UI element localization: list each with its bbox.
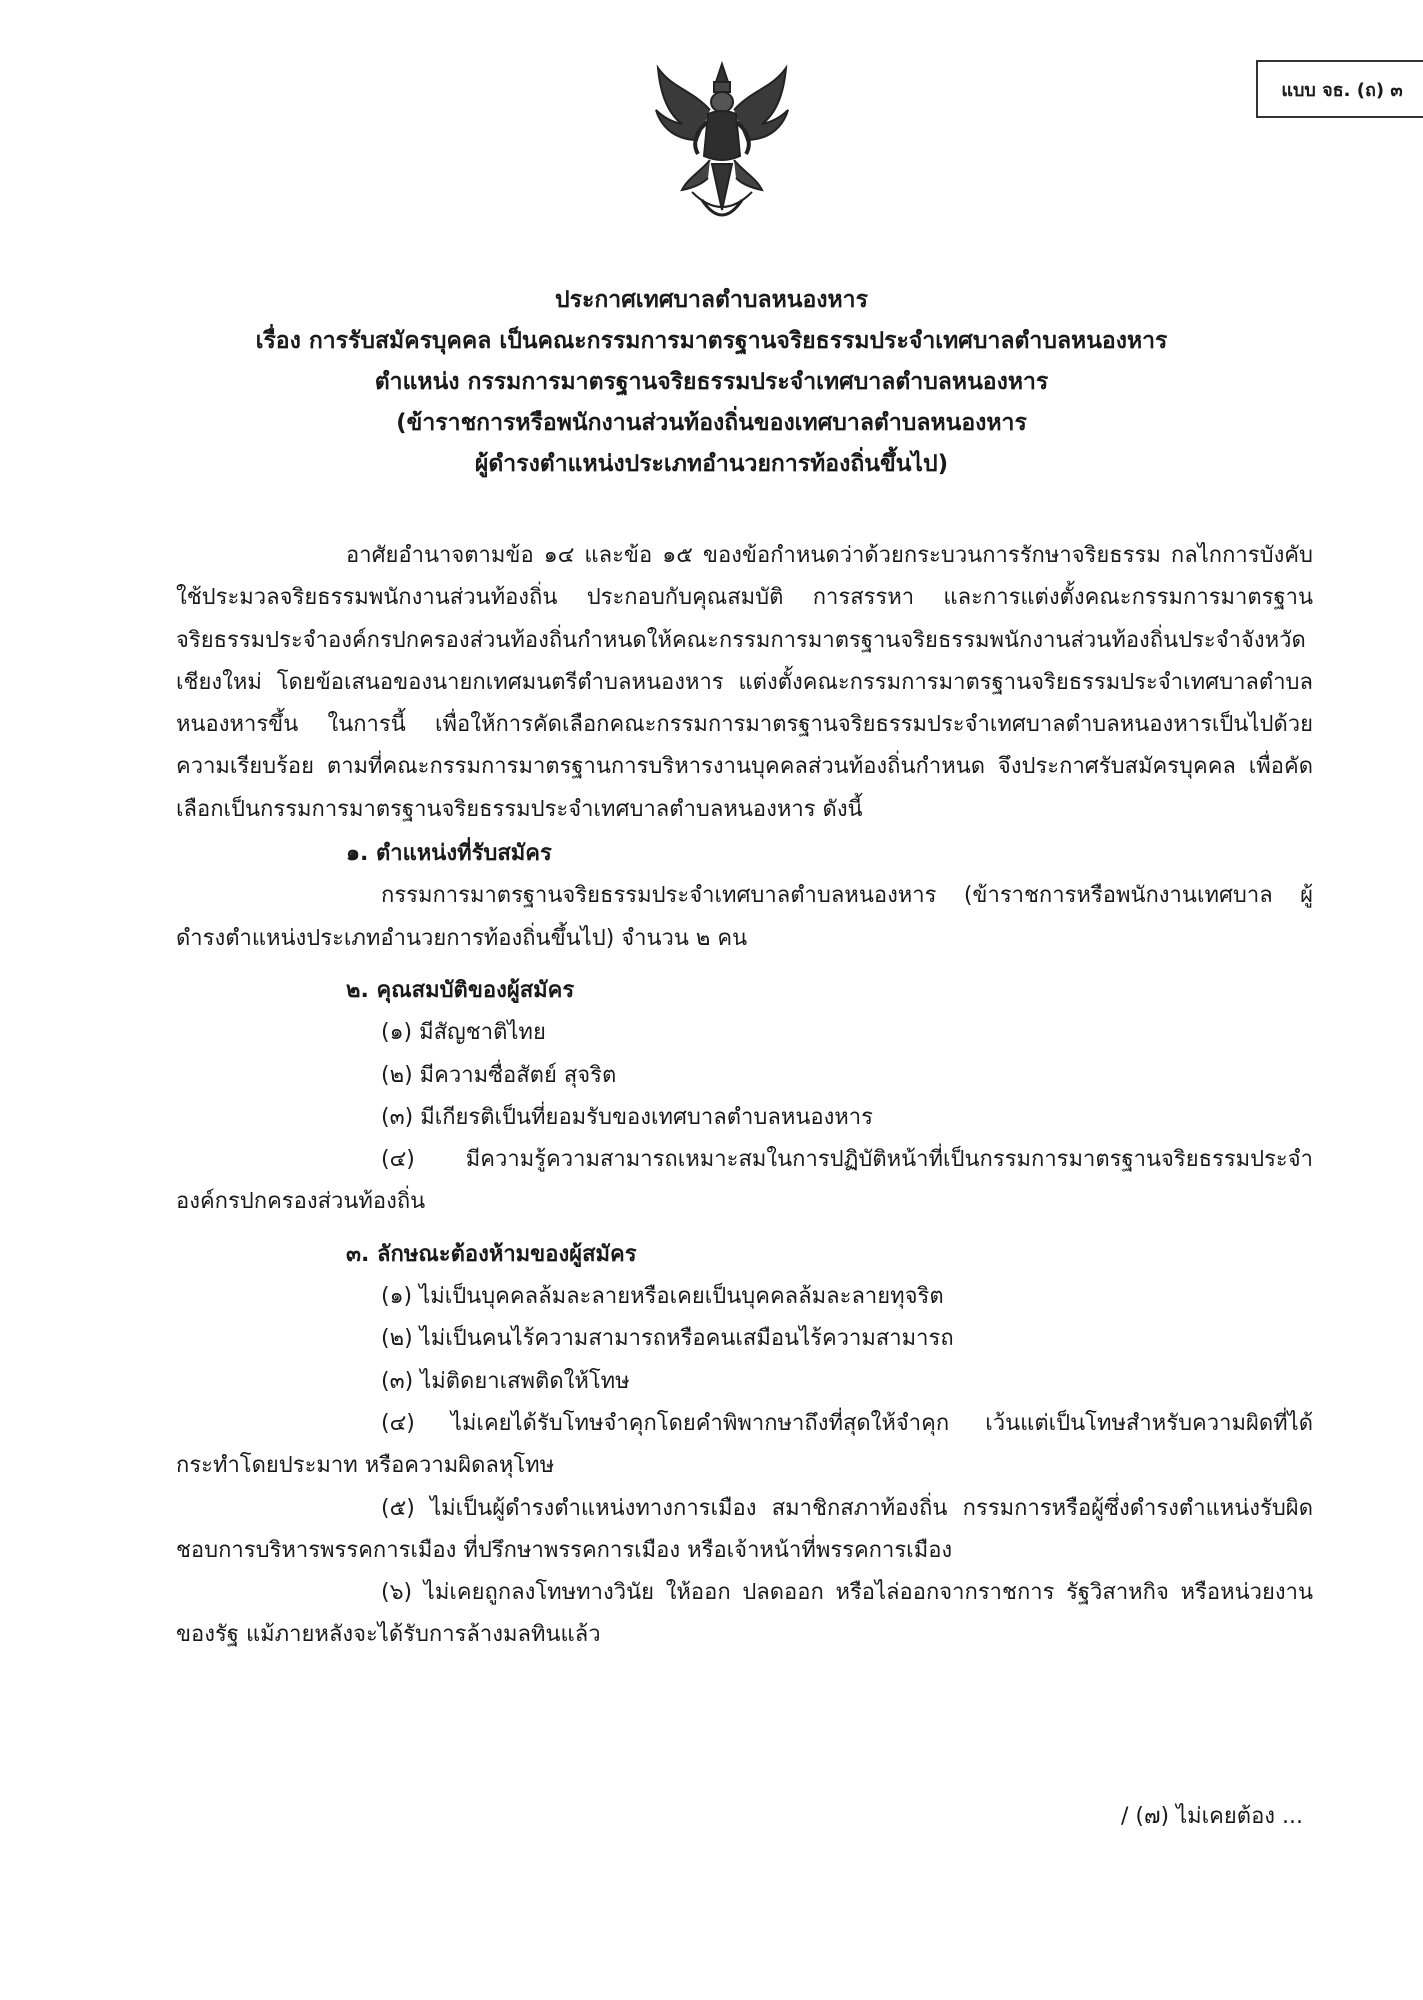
list-item: (๔) ไม่เคยได้รับโทษจำคุกโดยคำพิพากษาถึงที่สุดให้จำคุก เว้นแต่เป็นโทษสำหรับความผิดที่ได้กระทำโดยประมาท หรือความผิดลหุโทษ (176, 1410, 1313, 1479)
list-item: (๕) ไม่เป็นผู้ดำรงตำแหน่งทางการเมือง สมาชิกสภาท้องถิ่น กรรมการหรือผู้ซึ่งดำรงตำแหน่งรับผิดชอบการบริหารพรรคการเมือง ที่ปรึกษาพรรคการเมือง หรือเจ้าหน้าที่พรรคการเมือง (176, 1495, 1313, 1563)
list-item: (๒) มีความซื่อสัตย์ สุจริต (381, 1062, 617, 1088)
list-item: (๑) มีสัญชาติไทย (381, 1020, 546, 1046)
list-item: (๖) ไม่เคยถูกลงโทษทางวินัย ให้ออก ปลดออก หรือไล่ออกจากราชการ รัฐวิสาหกิจ หรือหน่วยงานของรัฐ แม้ภายหลังจะได้รับการล้างมลทินแล้ว (176, 1580, 1313, 1648)
header-line-2: เรื่อง การรับสมัครบุคคล เป็นคณะกรรมการมาตรฐานจริยธรรมประจำเทศบาลตำบลหนองหาร (255, 328, 1168, 354)
header-line-3: ตำแหน่ง กรรมการมาตรฐานจริยธรรมประจำเทศบาลตำบลหนองหาร (374, 369, 1049, 395)
form-code-box: แบบ จธ. (ถ) ๓ (1256, 60, 1423, 118)
section-1-text: กรรมการมาตรฐานจริยธรรมประจำเทศบาลตำบลหนองหาร (ข้าราชการหรือพนักงานเทศบาล ผู้ดำรงตำแหน่งประเภทอำนวยการท้องถิ่นขึ้นไป) จำนวน ๒ คน (176, 883, 1313, 951)
announcement-body (176, 535, 1313, 1657)
list-item: (๒) ไม่เป็นคนไร้ความสามารถหรือคนเสมือนไร้ความสามารถ (381, 1326, 954, 1352)
header-line-4: (ข้าราชการหรือพนักงานส่วนท้องถิ่นของเทศบาลตำบลหนองหาร (396, 410, 1027, 436)
header-line-1: ประกาศเทศบาลตำบลหนองหาร (555, 287, 868, 313)
list-item: (๑) ไม่เป็นบุคคลล้มละลายหรือเคยเป็นบุคคลล้มละลายทุจริต (381, 1284, 944, 1310)
intro-paragraph (176, 535, 1313, 831)
garuda-emblem-icon (652, 60, 792, 230)
intro-text: อาศัยอำนาจตามข้อ ๑๔ และข้อ ๑๕ ของข้อกำหนดว่าด้วยกระบวนการรักษาจริยธรรม กลไกการบังคับใช้ประมวลจริยธรรมพนักงานส่วนท้องถิ่น ประกอบกับคุณสมบัติ การสรรหา และการแต่งตั้งคณะกรรมการมาตรฐานจริยธรรมประจำองค์กรปกครองส่วนท้องถิ่นกำหนดให้คณะกรรมการมาตรฐานจริยธรรมพนักงานส่วนท้องถิ่นประจำจังหวัดเชียงใหม่ โดยข้อเสนอของนายกเทศมนตรีตำบลหนองหาร แต่งตั้งคณะกรรมการมาตรฐานจริยธรรมประจำเทศบาลตำบลหนองหารขึ้น ในการนี้ เพื่อให้การคัดเลือกคณะกรรมการมาตรฐานจริยธรรมประจำเทศบาลตำบลหนองหารเป็นไปด้วยความเรียบร้อย ตามที่คณะกรรมการมาตรฐานการบริหารงานบุคคลส่วนท้องถิ่นกำหนด จึงประกาศรับสมัครบุคคล เพื่อคัดเลือกเป็นกรรมการมาตรฐานจริยธรรมประจำเทศบาลตำบลหนองหาร ดังนี้ (176, 543, 1313, 822)
section-1-title: ๑. ตำแหน่งที่รับสมัคร (346, 841, 552, 867)
list-item: (๓) มีเกียรติเป็นที่ยอมรับของเทศบาลตำบลหนองหาร (381, 1104, 873, 1130)
list-item: (๔) มีความรู้ความสามารถเหมาะสมในการปฏิบัติหน้าที่เป็นกรรมการมาตรฐานจริยธรรมประจำองค์กรปกครองส่วนท้องถิ่น (176, 1147, 1313, 1215)
section-2-title: ๒. คุณสมบัติของผู้สมัคร (346, 977, 575, 1003)
list-item: (๓) ไม่ติดยาเสพติดให้โทษ (381, 1368, 630, 1394)
header-line-5: ผู้ดำรงตำแหน่งประเภทอำนวยการท้องถิ่นขึ้นไป) (474, 451, 949, 477)
section-3-title: ๓. ลักษณะต้องห้ามของผู้สมัคร (346, 1241, 637, 1267)
page-continuation: / (๗) ไม่เคยต้อง ... (1120, 1804, 1303, 1829)
announcement-header (120, 280, 1303, 485)
